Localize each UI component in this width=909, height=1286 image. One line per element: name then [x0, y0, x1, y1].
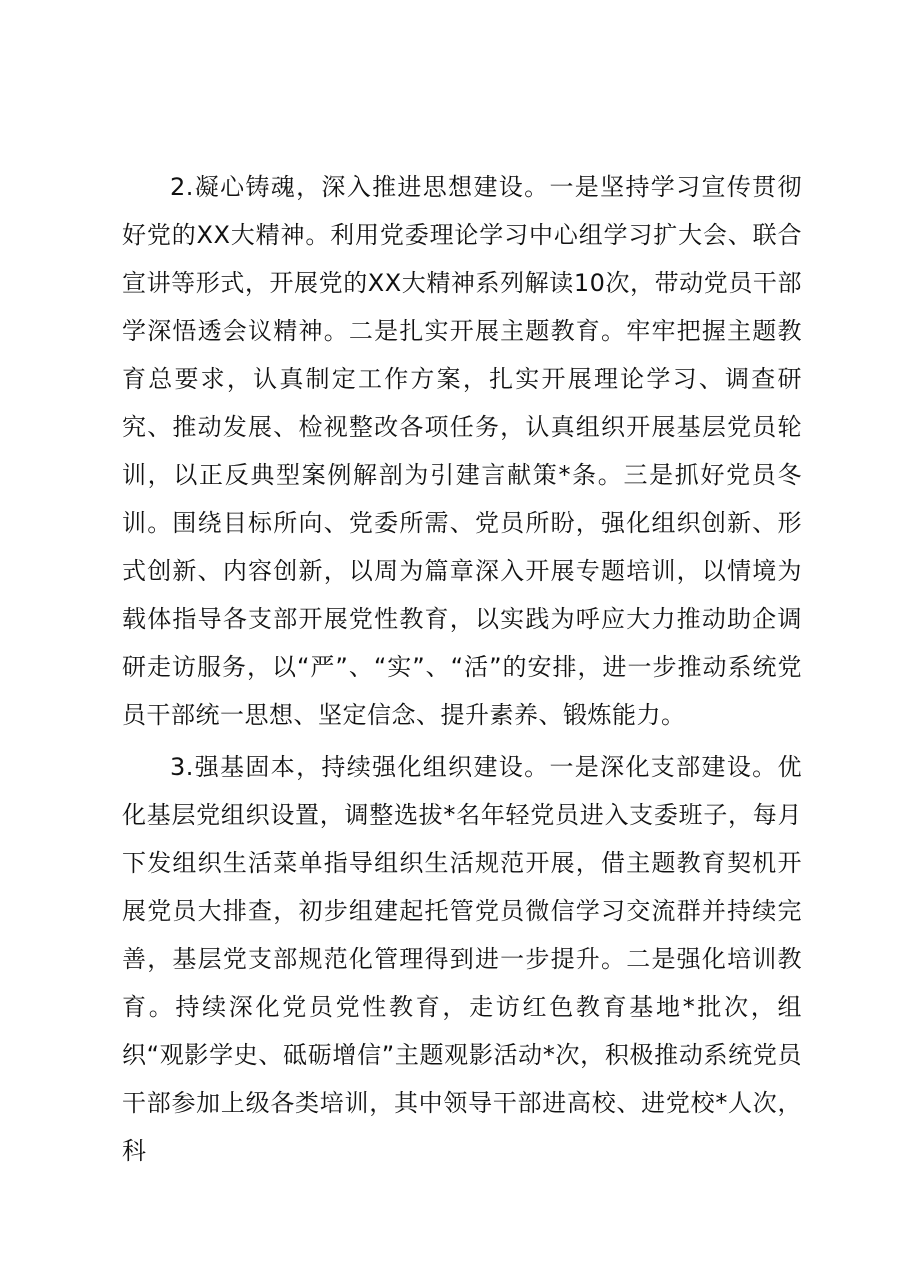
- document-body: [122, 163, 802, 1179]
- paragraph-organization-building: 3.强基固本，持续强化组织建设。一是深化支部建设。优化基层党组织设置，调整选拔*名年轻党员进入支委班子，每月下发组织生活菜单指导组织生活规范开展，借主题教育契机开展党员大排查，初步组建起托管党员微信学习交流群并持续完善，基层党支部规范化管理得到进一步提升。二是强化培训教育。持续深化党员党性教育，走访红色教育基地*批次，组织“观影学史、砥砺增信”主题观影活动*次，积极推动系统党员干部参加上级各类培训，其中领导干部进高校、进党校*人次，科: [122, 753, 802, 1165]
- paragraph-thought-building: 2.凝心铸魂，深入推进思想建设。一是坚持学习宣传贯彻好党的XX大精神。利用党委理论学习中心组学习扩大会、联合宣讲等形式，开展党的XX大精神系列解读10次，带动党员干部学深悟透会议精神。二是扎实开展主题教育。牢牢把握主题教育总要求，认真制定工作方案，扎实开展理论学习、调查研究、推动发展、检视整改各项任务，认真组织开展基层党员轮训，以正反典型案例解剖为引建言献策*条。三是抓好党员冬训。围绕目标所向、党委所需、党员所盼，强化组织创新、形式创新、内容创新，以周为篇章深入开展专题培训，以情境为载体指导各支部开展党性教育，以实践为呼应大力推动助企调研走访服务，以“严”、“实”、“活”的安排，进一步推动系统党员干部统一思想、坚定信念、提升素养、锻炼能力。: [122, 173, 802, 729]
